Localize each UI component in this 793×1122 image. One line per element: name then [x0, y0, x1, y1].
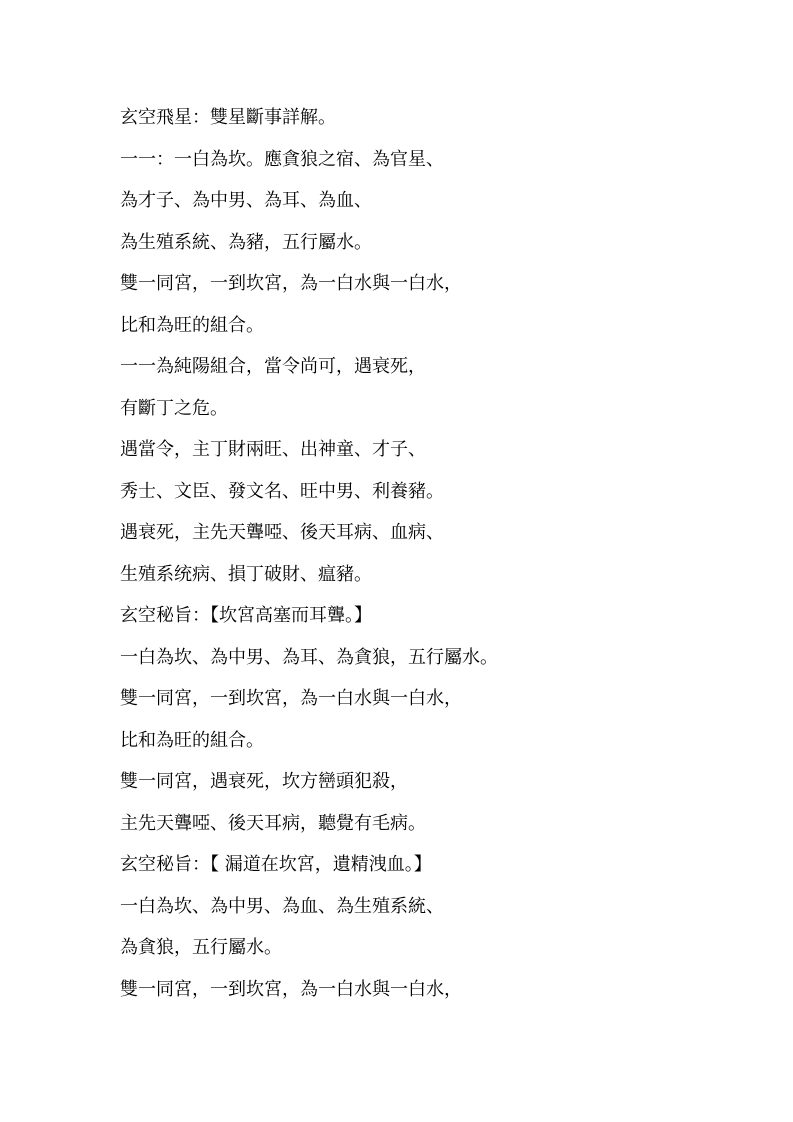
text-line: 秀士、文臣、發文名、旺中男、利養豬。: [120, 480, 444, 502]
text-line: 主先天聾啞、後天耳病，聽覺有毛病。: [120, 812, 426, 834]
text-line: 比和為旺的組合。: [120, 314, 264, 336]
text-line: 雙一同宮，一到坎宮，為一白水與一白水，: [120, 978, 462, 1000]
text-line: 一白為坎、為中男、為血、為生殖系統、: [120, 895, 444, 917]
text-line: 遇衰死，主先天聾啞、後天耳病、血病、: [120, 522, 444, 543]
text-line: 一一：一白為坎。應貪狼之宿、為官星、: [120, 148, 444, 170]
text-line: 為生殖系統、為豬，五行屬水。: [120, 231, 372, 253]
text-line: 雙一同宮，遇衰死，坎方巒頭犯殺，: [120, 771, 408, 792]
text-line: 一白為坎、為中男、為耳、為貪狼，五行屬水。: [120, 646, 498, 668]
text-line: 有斷丁之危。: [120, 397, 228, 419]
quote-heading-line: 玄空秘旨：【坎宮高塞而耳聾。】: [120, 605, 372, 626]
document-body: [120, 100, 760, 1013]
text-line: 為才子、為中男、為耳、為血、: [120, 190, 372, 211]
text-line: 生殖系统病、損丁破財、瘟豬。: [120, 563, 372, 585]
text-line: 為貪狼，五行屬水。: [120, 937, 282, 958]
text-line: 雙一同宮，一到坎宮，為一白水與一白水，: [120, 688, 462, 709]
text-line: 一一為純陽組合，當令尚可，遇衰死，: [120, 356, 426, 377]
text-line: 遇當令，主丁財兩旺、出神童、才子、: [120, 439, 426, 460]
quote-heading-line: 玄空秘旨：【 漏道在坎宮，遺精洩血。】: [120, 854, 432, 875]
text-line: 雙一同宮，一到坎宮，為一白水與一白水，: [120, 273, 462, 294]
text-line: 比和為旺的組合。: [120, 729, 264, 751]
title-line: 玄空飛星：雙星斷事詳解。: [120, 107, 336, 128]
